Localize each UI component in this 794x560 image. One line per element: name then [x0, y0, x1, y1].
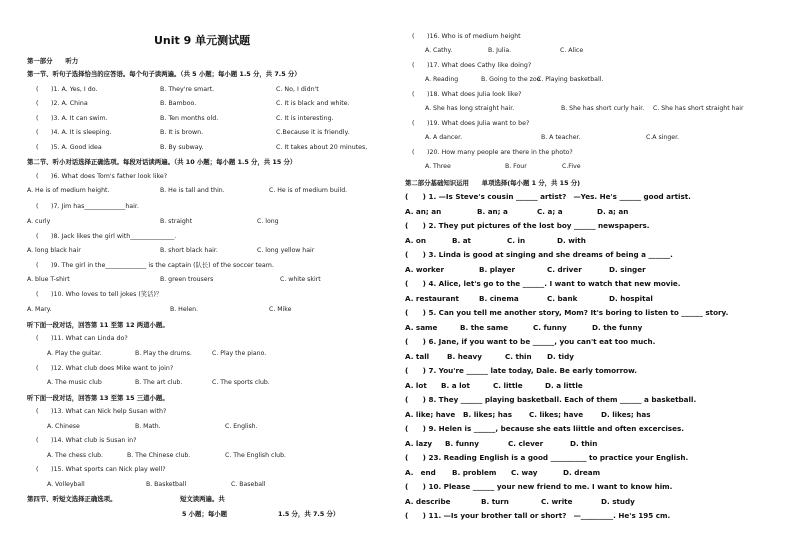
question-stem: ( )6. What does Tom's father look like? — [36, 173, 168, 180]
question-stem: ( )18. What does Julia look like? — [412, 91, 522, 98]
question-stem: ( )16. Who is of medium height — [412, 33, 521, 40]
section4-instruction-a: 第四节、听短文选择正确选项。 — [27, 495, 117, 503]
question-stem: ( )13. What can Nick help Susan with? — [36, 408, 167, 415]
question-stem: ( )7. Jim has_____________hair. — [36, 203, 139, 210]
part1-heading: 第一部分 听力 — [27, 57, 79, 65]
dialogue1-instruction: 听下面一段对话，回答第 11 至第 12 两道小题。 — [27, 321, 169, 329]
question-stem: ( )8. Jack likes the girl with______________. — [36, 233, 177, 240]
question-stem: ( )19. What does Julia want to be? — [412, 120, 530, 127]
section4-instruction-b: 短文读两遍。共 — [180, 495, 225, 503]
question-stem: ( )20. How many people are there in the photo? — [412, 149, 573, 156]
question-stem: ( ) 7. You're ______ late today, Dale. Be early tomorrow. — [405, 366, 638, 375]
question-stem: ( ) 23. Reading English is a good __________ to practice your English. — [405, 453, 689, 462]
dialogue2-instruction: 听下面一段对话，回答第 13 至第 15 三道小题。 — [27, 394, 169, 402]
section1-instruction: 第一节、听句子选择恰当的应答语。每个句子读两遍。（共 5 小题；每小题 1.5 分，共 7.5 分） — [27, 70, 301, 78]
right-column: ( )16. Who is of medium height A. Cathy. B. Julia. C. Alice ( )17. What does Cathy like doing? A. Reading B. Going to the zoo C. Playing basketball. ( )18. What does Julia look like? A. She has long straight hair. B. She has short curly hair. C. She has short straight hair ( )19. What does Julia want to be? A. A dancer. B. A teacher. C.A singer. ( )20. How many people are there in the photo? A. Three B. Four C.Five 第二部分基础知识运用 单项选择(每小题 1 分，共 15 分) ( ) 1. —Is Steve's cousin ______ artist? —Yes. He's ______ good artist. A. an; an B. an; a C. a; a D. a; an ( ) 2. They put pictures of the lost boy ______ newspapers. A. on B. at C. in D. with ( ) 3. Linda is good at singing and she dreams of being a ______. A. worker B. player C. driver D. singer ( ) 4. Alice, let's go to the ______. I want to watch that new movie. A. restaurant B. cinema C. bank D. hospital ( ) 5. Can you tell me another story, Mom? It's boring to listen to ______ story. A. same B. the same C. funny D. the funny ( ) 6. Jane, if you want to be ______, you can't eat too much. A. tall B. heavy C. thin D. tidy ( ) 7. You're ______ late today, Dale. Be early tomorrow. A. lot B. a lot C. little D. a little ( ) 8. They ______ playing basketball. Each of them ______ a basketball. A. like; have B. likes; has C. likes; have D. likes; has ( ) 9. Helen is ______, because she eats liittle and often excercises. A. lazy B. funny C. clever D. thin ( ) 23. Reading English is a good __________ to practice your English. A. end B. problem C. way D. dream ( ) 10. Please ______ your new friend to me. I want to know him. A. describe B. turn C. write D. study ( ) 11. —Is your brother tall or short? —_________. He's 195 cm. — [405, 33, 744, 520]
question-stem: ( ) 1. —Is Steve's cousin ______ artist? —Yes. He's ______ good artist. — [405, 192, 691, 201]
question-stem: ( ) 4. Alice, let's go to the ______. I want to watch that new movie. — [405, 279, 681, 288]
question-stem: ( ) 8. They ______ playing basketball. Each of them ______ a basketball. — [405, 395, 697, 404]
question-stem: ( ) 5. Can you tell me another story, Mom? It's boring to listen to ______ story. — [405, 308, 729, 317]
question-stem: ( )17. What does Cathy like doing? — [412, 62, 532, 69]
question-stem: ( ) 9. Helen is ______, because she eats liittle and often excercises. — [405, 424, 684, 433]
section4-instruction-c: 5 小题；每小题 — [182, 510, 228, 518]
question-stem: ( )15. What sports can Nick play well? — [36, 466, 166, 473]
section4-instruction-d: 1.5 分，共 7.5 分） — [278, 510, 340, 518]
question-stem: ( ) 2. They put pictures of the lost boy ______ newspapers. — [405, 221, 650, 230]
question-stem: ( )10. Who loves to tell jokes (笑话)？ — [36, 291, 163, 298]
question-stem: ( ) 11. —Is your brother tall or short? —_________. He's 195 cm. — [405, 511, 671, 520]
question-stem: ( ) 10. Please ______ your new friend to me. I want to know him. — [405, 482, 673, 491]
page-title: Unit 9 单元测试题 — [154, 34, 251, 47]
question-stem: ( )12. What club does Mike want to join? — [36, 365, 174, 372]
question-stem: ( )14. What club is Susan in? — [36, 437, 137, 444]
question-stem: ( )9. The girl in the_____________ is the captain (队长) of the soccer team. — [36, 262, 274, 269]
question-stem: ( ) 3. Linda is good at singing and she dreams of being a ______. — [405, 250, 673, 259]
question-stem: ( )11. What can Linda do? — [36, 335, 128, 342]
section2-instruction: 第二节、听小对话选择正确选项。每段对话读两遍。（共 10 小题；每小题 1.5 分，共 15 分） — [27, 158, 297, 166]
question-stem: ( ) 6. Jane, if you want to be ______, you can't eat too much. — [405, 337, 656, 346]
left-column: Unit 9 单元测试题 第一部分 听力 第一节、听句子选择恰当的应答语。每个句子读两遍。（共 5 小题；每小题 1.5 分，共 7.5 分） ( )1. A. Yes, I do. B. They're smart. C. No, I didn't ( )2. A. China B. Bamboo. C. It is black and white. ( )3. A. It can swim. B. Ten months old. C. It is interesting. ( )4. A. It is sleeping. B. It is brown. C.Because it is friendly. ( )5. A. Good idea B. By subway. C. It takes about 20 minutes, 第二节、听小对话选择正确选项。每段对话读两遍。（共 10 小题；每小题 1.5 分，共 15 分） ( )6. What does Tom's father look like? A. He is of medium height. B. He is tall and thin. C. He is of medium build. ( )7. Jim has_____________hair. A. curly B. straight C. long ( )8. Jack likes the girl with______________. A. long black hair B. short black hair. C. long yellow hair ( )9. The girl in the_____________ is the captain (队长) of the soccer team. A. blue T-shirt B. green trousers C. white skirt ( )10. Who loves to tell jokes (笑话)？ A. Mary. B. Helen. C. Mike 听下面一段对话，回答第 11 至第 12 两道小题。 ( )11. What can Linda do? A. Play the guitar. B. Play the drums. C. Play the piano. ( )12. What club does Mike want to join? A. The music club B. The art club. C. The sports club. 听下面一段对话，回答第 13 至第 15 三道小题。 ( )13. What can Nick help Susan with? A. Chinese B. Math. C. English. ( )14. What club is Susan in? A. The chess club. B. The Chinese club. C. The English club. ( )15. What sports can Nick play well? A. Volleyball B. Basketball C. Baseball 第四节、听短文选择正确选项。 短文读两遍。共 5 小题；每小题 1.5 分，共 7.5 分） — [27, 34, 368, 518]
part2-heading: 第二部分基础知识运用 单项选择(每小题 1 分，共 15 分) — [405, 179, 581, 187]
